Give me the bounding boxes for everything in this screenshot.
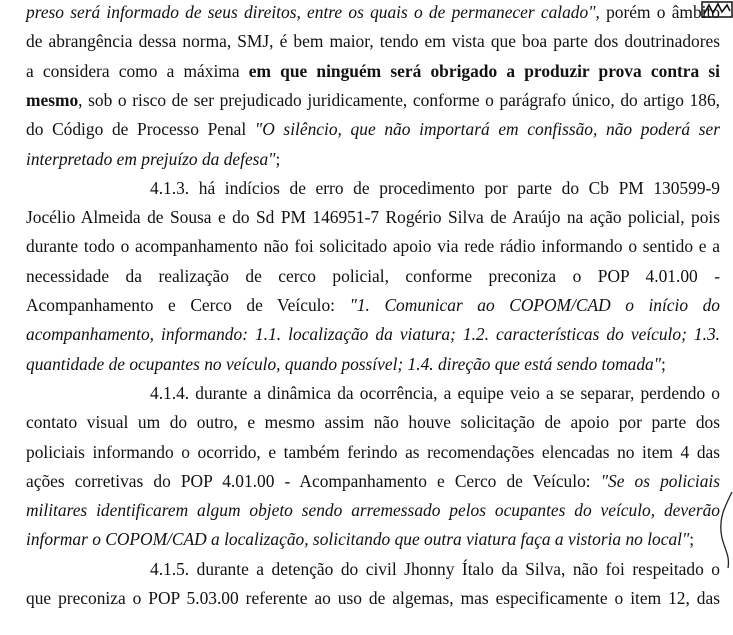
- margin-signature-mark-icon: [716, 490, 733, 570]
- text-line: [26, 440, 720, 464]
- italic-quote-text: informar o COPOM/CAD a localização, solicitando que outra viatura faça a vistoria no local": [26, 529, 690, 550]
- text-line: [26, 293, 720, 317]
- italic-quote-text: quantidade de ocupantes no veículo, quando possível; 1.4. direção que está sendo tomada": [26, 353, 662, 374]
- bold-text: em que ninguém será obrigado a produzir prova contra si: [248, 60, 720, 81]
- body-text: Acompanhamento e Cerco de Veículo:: [26, 295, 350, 315]
- body-text: policiais informando o ocorrido, e também ferindo as recomendações elencadas no item 4 das: [26, 441, 720, 462]
- body-text: ;: [661, 353, 666, 374]
- text-line: [150, 557, 720, 581]
- text-line: [26, 117, 720, 141]
- text-line: [26, 88, 720, 112]
- text-line: [26, 234, 720, 258]
- text-line: [26, 0, 720, 24]
- text-line: [150, 176, 720, 200]
- text-line: [26, 29, 720, 53]
- italic-quote-text: militares identificarem algum objeto sendo arremessado pelos ocupantes do veículo, deverão: [26, 500, 720, 521]
- text-line: [150, 381, 720, 405]
- body-text: ;: [275, 148, 281, 169]
- italic-quote-text: "Se os policiais: [600, 470, 720, 491]
- text-line: [26, 586, 720, 610]
- italic-quote-text: acompanhamento, informando: 1.1. localização da viatura; 1.2. características do veículo; 1.3.: [26, 324, 720, 345]
- italic-quote-text: "O silêncio, que não importará em confissão, não poderá ser: [254, 119, 720, 140]
- body-text: do Código de Processo Penal: [26, 119, 255, 140]
- body-text: que preconiza o POP 5.03.00 referente ao uso de algemas, mas especificamente o item 12, das: [26, 588, 720, 608]
- body-text: , sob o risco de ser prejudicado juridicamente, conforme o parágrafo único, do artigo 186,: [78, 89, 720, 110]
- body-text: ;: [689, 529, 695, 550]
- text-line: [26, 527, 720, 551]
- body-text: durante todo o acompanhamento não foi solicitado apoio via rede rádio informando o sentido e a: [26, 236, 720, 257]
- text-line: [26, 322, 720, 346]
- text-line: [26, 264, 720, 288]
- text-line: [26, 498, 720, 522]
- text-line: [26, 469, 720, 493]
- italic-quote-text: "1. Comunicar ao COPOM/CAD o início do: [349, 295, 720, 315]
- text-line: [26, 410, 720, 434]
- body-text: , porém o âmbito: [595, 2, 720, 22]
- text-line: [26, 352, 720, 376]
- text-line: [26, 205, 720, 229]
- body-text: 4.1.3. há indícios de erro de procedimento por parte do Cb PM 130599-9: [150, 177, 720, 198]
- body-text: 4.1.4. durante a dinâmica da ocorrência, a equipe veio a se separar, perdendo o: [150, 382, 720, 403]
- body-text: ações corretivas do POP 4.01.00 - Acompanhamento e Cerco de Veículo:: [26, 470, 601, 491]
- body-text: necessidade da realização de cerco policial, conforme preconiza o POP 4.01.00 -: [26, 265, 720, 286]
- text-line: [26, 147, 720, 171]
- bold-text: mesmo: [26, 89, 79, 110]
- text-line: [26, 59, 720, 83]
- italic-quote-text: preso será informado de seus direitos, entre os quais o de permanecer calado": [26, 2, 596, 22]
- body-text: contato visual um do outro, e mesmo assim não houve solicitação de apoio por parte dos: [26, 412, 720, 433]
- italic-quote-text: interpretado em prejuízo da defesa": [26, 148, 276, 169]
- rubric-stamp-icon: [700, 0, 733, 18]
- body-text: Jocélio Almeida de Sousa e do Sd PM 146951-7 Rogério Silva de Araújo na ação policial, pois: [26, 207, 720, 228]
- body-text: 4.1.5. durante a detenção do civil Jhonny Ítalo da Silva, não foi respeitado o: [150, 558, 720, 579]
- body-text: a considera como a máxima: [26, 60, 249, 81]
- body-text: de abrangência dessa norma, SMJ, é bem maior, tendo em vista que boa parte dos doutrinadores: [26, 31, 720, 52]
